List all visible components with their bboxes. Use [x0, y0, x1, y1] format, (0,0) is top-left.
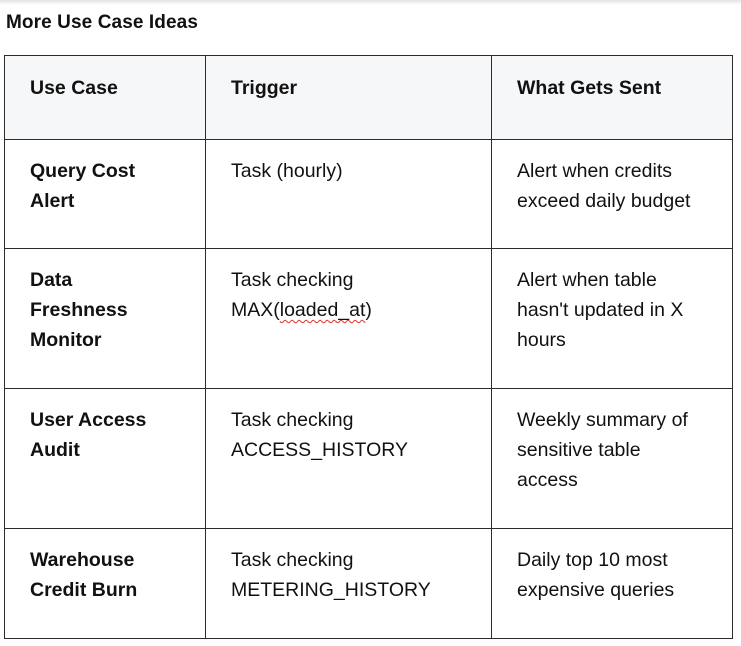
cell-use-case: [5, 389, 206, 529]
spellcheck-flagged-word[interactable]: loaded_at: [279, 299, 366, 321]
cell-what-gets-sent: [492, 529, 733, 639]
cell-line: Freshness: [30, 299, 128, 321]
column-header-use-case: Use Case: [5, 56, 206, 140]
cell-trigger: [206, 529, 492, 639]
trigger-code-prefix: MAX(: [231, 299, 280, 321]
cell-line: exceed daily budget: [517, 190, 691, 212]
cell-line: Task checking: [231, 549, 354, 571]
section-heading: More Use Case Ideas: [6, 12, 198, 33]
column-header-trigger: Trigger: [206, 56, 492, 140]
cell-line: Task checking: [231, 269, 354, 291]
cell-line: Data: [30, 269, 73, 291]
cell-line: Task checking: [231, 409, 354, 431]
cell-use-case: [5, 249, 206, 389]
table-row: [5, 140, 733, 249]
cell-line: hasn't updated in X: [517, 299, 684, 321]
table-row: [5, 249, 733, 389]
cell-trigger: [206, 140, 492, 249]
cell-line: Daily top 10 most: [517, 549, 668, 571]
top-edge-shadow: [0, 0, 741, 5]
table-row: [5, 529, 733, 639]
cell-line: ACCESS_HISTORY: [231, 439, 409, 461]
cell-line: METERING_HISTORY: [231, 579, 431, 601]
use-case-table: [4, 55, 733, 639]
cell-line: Weekly summary of: [517, 409, 688, 431]
cell-line: Audit: [30, 439, 80, 461]
cell-use-case: [5, 529, 206, 639]
table-row: [5, 389, 733, 529]
cell-line: Alert when table: [517, 269, 657, 291]
cell-line: sensitive table: [517, 439, 641, 461]
cell-what-gets-sent: [492, 249, 733, 389]
cell-what-gets-sent: [492, 140, 733, 249]
cell-line: access: [517, 469, 578, 491]
cell-line: Task (hourly): [231, 160, 343, 182]
trigger-code-suffix: ): [365, 299, 372, 321]
cell-line: Credit Burn: [30, 579, 138, 601]
cell-line: expensive queries: [517, 579, 675, 601]
cell-line: Monitor: [30, 329, 102, 351]
cell-trigger: [206, 249, 492, 389]
cell-line: Alert: [30, 190, 75, 212]
cell-line: Query Cost: [30, 160, 136, 182]
cell-use-case: [5, 140, 206, 249]
cell-what-gets-sent: [492, 389, 733, 529]
cell-line: hours: [517, 329, 566, 351]
column-header-what-gets-sent: What Gets Sent: [492, 56, 733, 140]
cell-trigger: [206, 389, 492, 529]
cell-line: Warehouse: [30, 549, 135, 571]
cell-line: Alert when credits: [517, 160, 672, 182]
table-header-row: [5, 56, 733, 140]
cell-line: User Access: [30, 409, 147, 431]
